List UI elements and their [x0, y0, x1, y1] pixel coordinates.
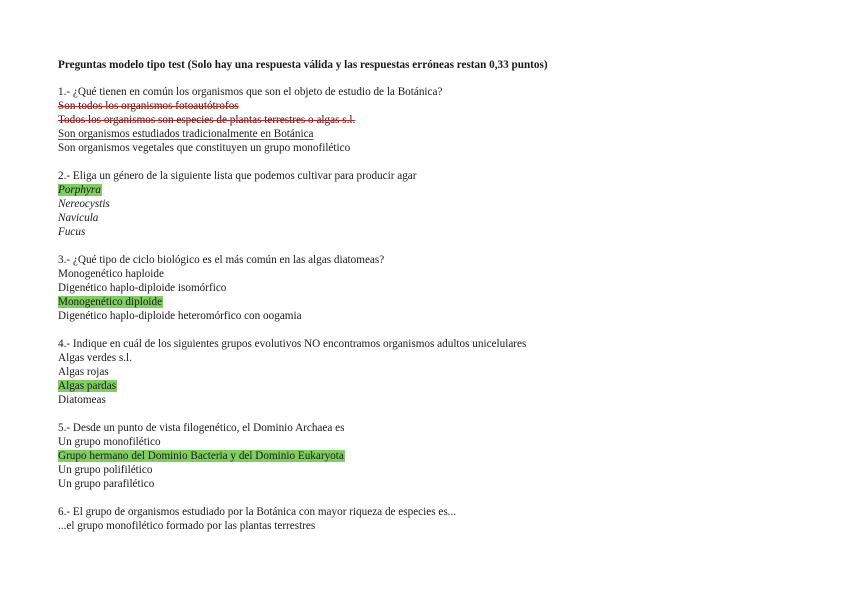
question-text: 6.- El grupo de organismos estudiado por la Botánica con mayor riqueza de especies es... [58, 506, 457, 518]
answer-option-text: Monogenético diploide [58, 296, 163, 308]
question-text: 5.- Desde un punto de vista filogenético, el Dominio Archaea es [58, 422, 345, 434]
answer-option [58, 449, 818, 463]
answer-option-text: Diatomeas [58, 394, 106, 406]
answer-option [58, 113, 818, 127]
answer-option [58, 435, 818, 449]
answer-option-text: Son organismos estudiados tradicionalmente en Botánica [58, 128, 314, 140]
answer-option [58, 281, 818, 295]
question-block [58, 169, 818, 239]
answer-option [58, 267, 818, 281]
question-text: 3.- ¿Qué tipo de ciclo biológico es el más común en las algas diatomeas? [58, 254, 385, 266]
question-block [58, 505, 818, 533]
answer-option [58, 183, 818, 197]
answer-option-text: Un grupo parafilético [58, 478, 155, 490]
answer-option [58, 225, 818, 239]
answer-option-text: Todos los organismos son especies de plantas terrestres o algas s.l. [58, 114, 356, 126]
answer-option [58, 295, 818, 309]
answer-option [58, 519, 818, 533]
answer-option [58, 211, 818, 225]
answer-option [58, 197, 818, 211]
answer-option-text: Son todos los organismos fotoautótrofos [58, 100, 239, 112]
question-text: 4.- Indique en cuál de los siguientes grupos evolutivos NO encontramos organismos adultos unicelulares [58, 338, 527, 350]
question-block [58, 253, 818, 323]
question-block [58, 421, 818, 491]
answer-option-text: Algas pardas [58, 380, 117, 392]
answer-option [58, 365, 818, 379]
answer-option-text: Un grupo monofilético [58, 436, 161, 448]
document-title: Preguntas modelo tipo test (Solo hay una respuesta válida y las respuestas erróneas restan 0,33 puntos) [58, 59, 548, 71]
answer-option [58, 463, 818, 477]
answer-option [58, 141, 818, 155]
document-content [58, 58, 818, 547]
answer-option-text: Porphyra [58, 184, 101, 196]
answer-option-text: Navicula [58, 212, 99, 224]
answer-option-text: Fucus [58, 226, 86, 238]
answer-option-text: Son organismos vegetales que constituyen un grupo monofilético [58, 142, 351, 154]
answer-option-text: ...el grupo monofilético formado por las plantas terrestres [58, 520, 316, 532]
question-list [58, 85, 818, 533]
answer-option [58, 393, 818, 407]
answer-option [58, 477, 818, 491]
answer-option-text: Algas rojas [58, 366, 109, 378]
answer-option-text: Grupo hermano del Dominio Bacteria y del Dominio Eukaryota [58, 450, 344, 462]
question-text: 2.- Eliga un género de la siguiente lista que podemos cultivar para producir agar [58, 170, 417, 182]
answer-option-text: Digenético haplo-diploide heteromórfico con oogamia [58, 310, 302, 322]
question-block [58, 85, 818, 155]
answer-option-text: Monogenético haploide [58, 268, 164, 280]
answer-option-text: Nereocystis [58, 198, 110, 210]
question-block [58, 337, 818, 407]
question-text: 1.- ¿Qué tienen en común los organismos que son el objeto de estudio de la Botánica? [58, 86, 443, 98]
answer-option-text: Un grupo polifilético [58, 464, 153, 476]
answer-option-text: Algas verdes s.l. [58, 352, 132, 364]
answer-option [58, 309, 818, 323]
answer-option [58, 351, 818, 365]
answer-option [58, 99, 818, 113]
answer-option-text: Digenético haplo-diploide isomórfico [58, 282, 227, 294]
answer-option [58, 379, 818, 393]
answer-option [58, 127, 818, 141]
